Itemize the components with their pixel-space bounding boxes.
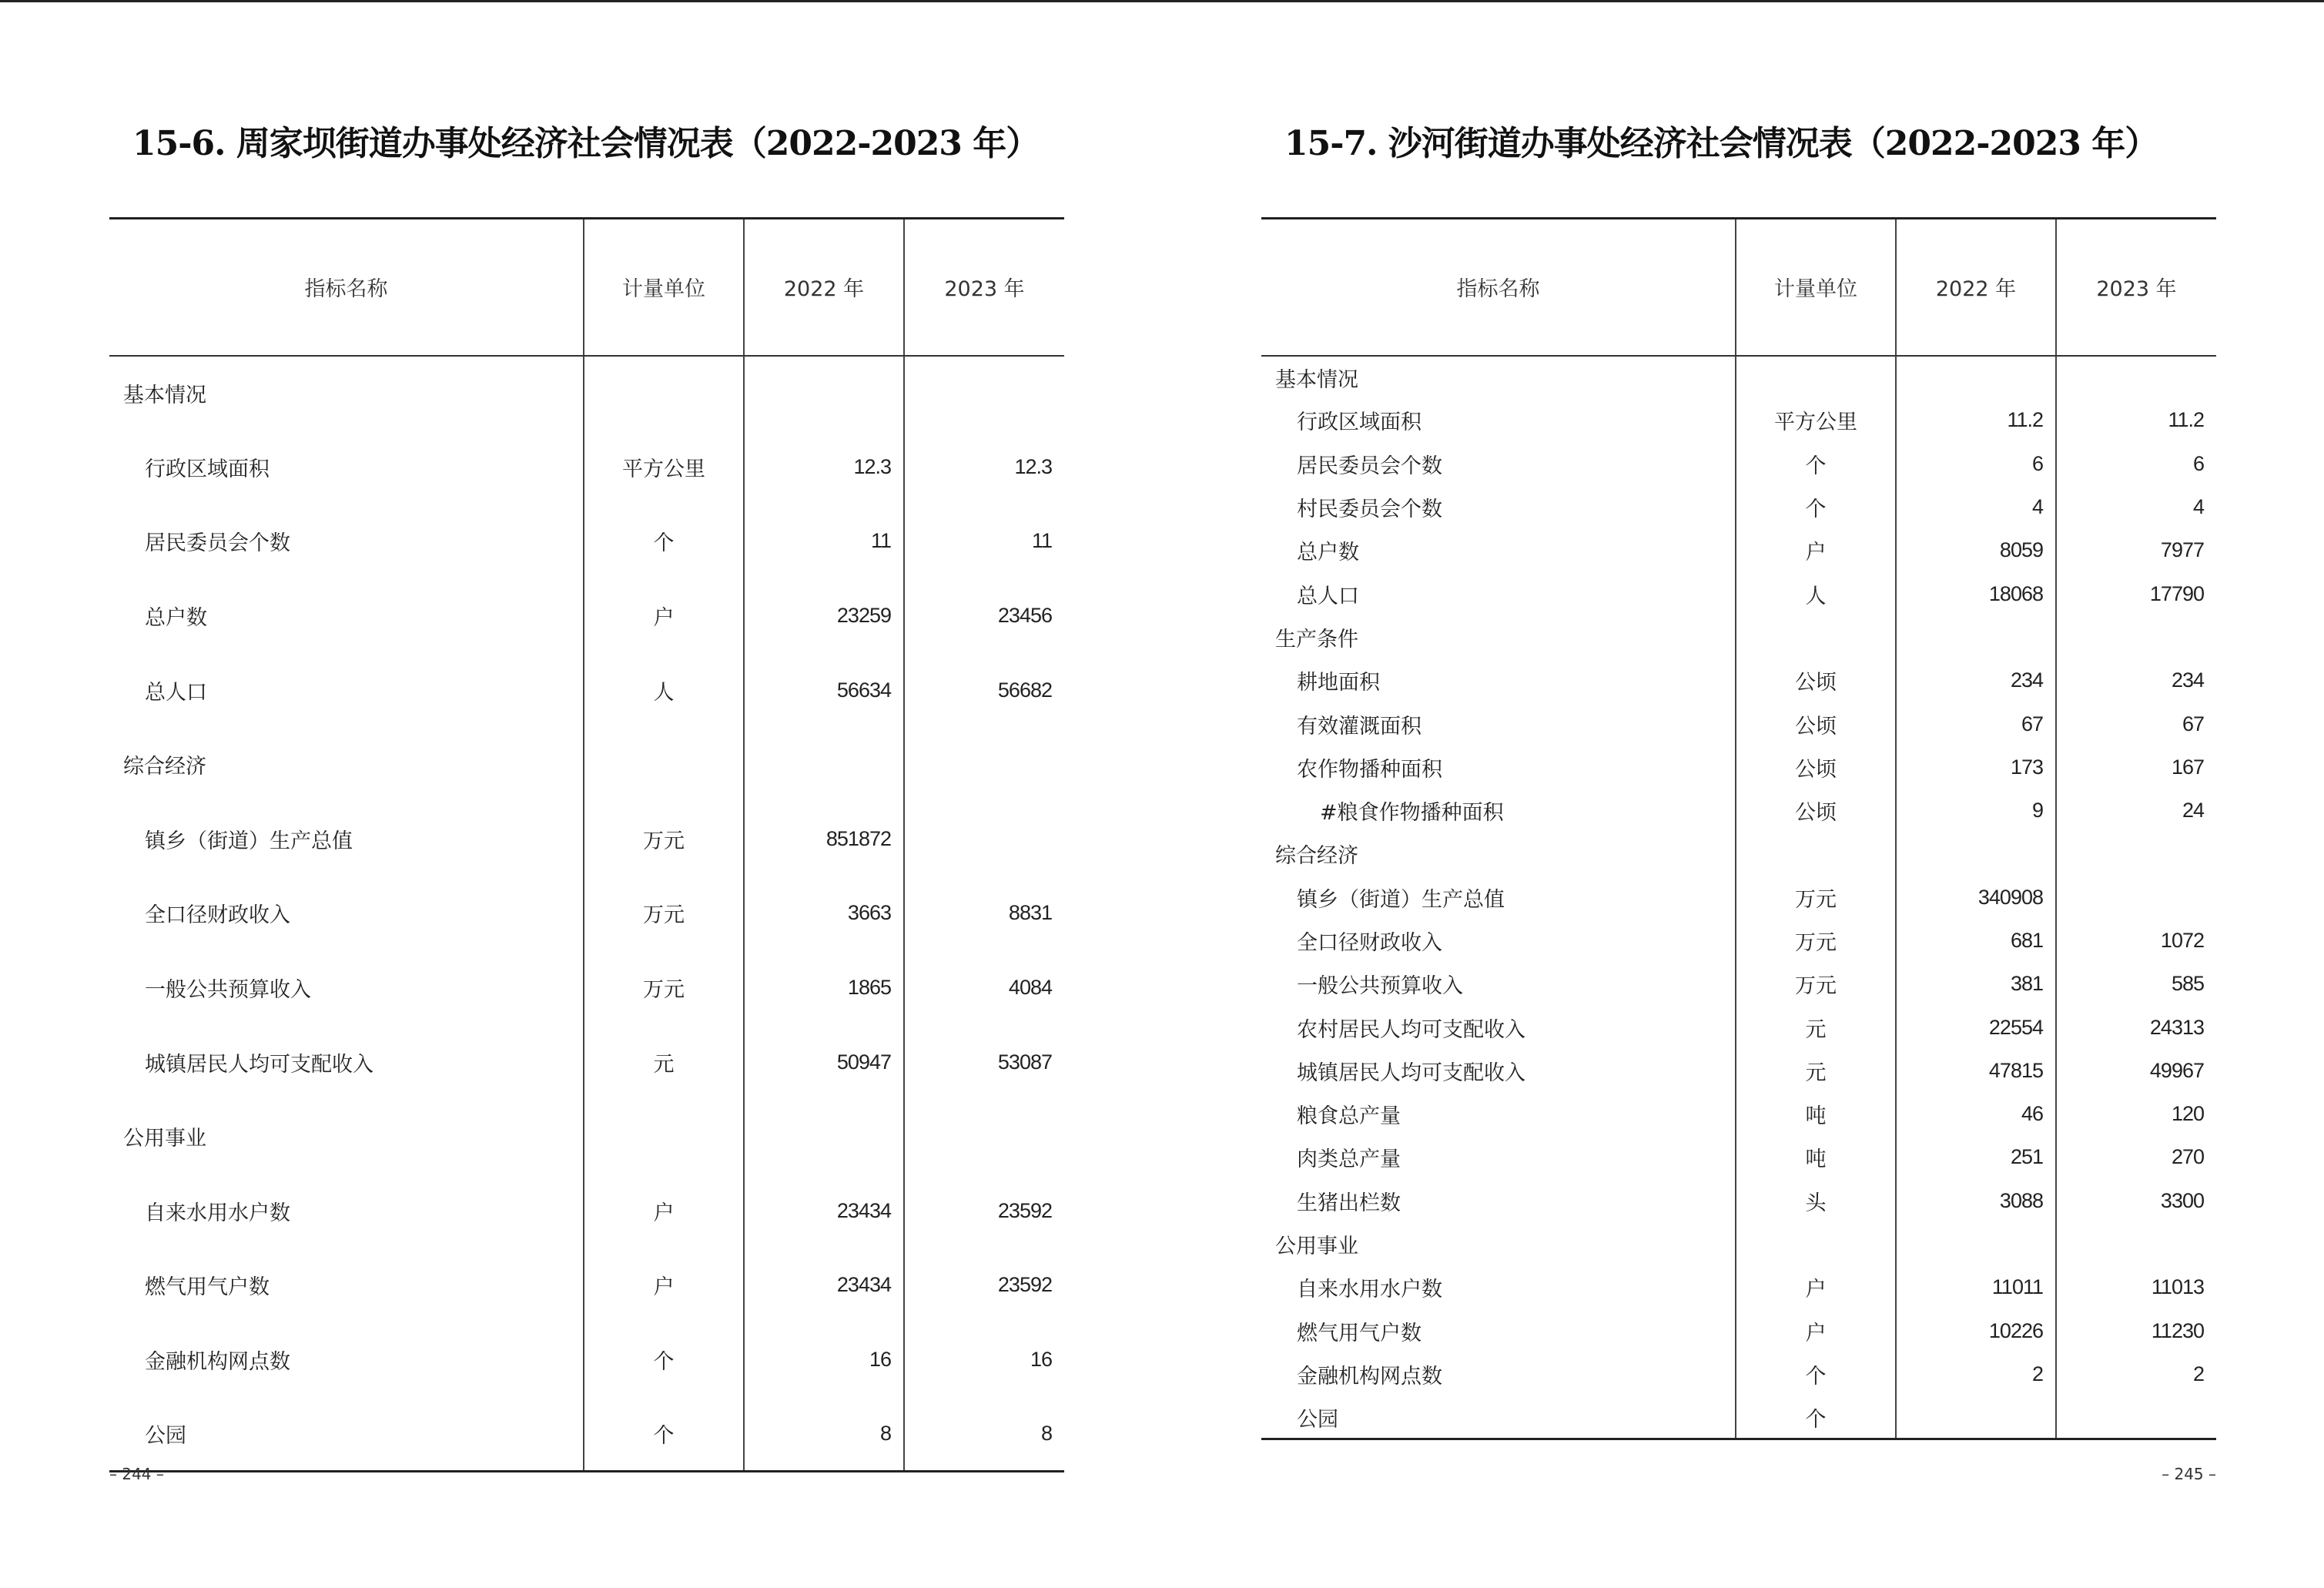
table-row [1261, 745, 2216, 789]
unit-cell: 万元 [584, 802, 744, 876]
table-row [1261, 1093, 2216, 1136]
indicator-name-cell: 镇乡（街道）生产总值 [145, 829, 353, 853]
value-2023-cell: 4084 [904, 950, 1064, 1025]
table-row [1261, 919, 2216, 962]
value-2022-cell: 1865 [744, 950, 904, 1025]
indicator-name-cell: 一般公共预算收入 [145, 978, 311, 1003]
unit-cell: 个 [584, 1397, 744, 1472]
value-2023-cell: 7977 [2056, 529, 2216, 572]
indicator-name-cell: 金融机构网点数 [145, 1350, 290, 1375]
table-row [1261, 876, 2216, 919]
value-2022-cell: 23434 [744, 1174, 904, 1248]
unit-cell: 元 [1736, 1049, 1896, 1092]
table-row [1261, 702, 2216, 745]
value-2023-cell: 585 [2056, 963, 2216, 1006]
table-section-row [109, 727, 1064, 802]
table-row [1261, 485, 2216, 528]
indicator-name-cell: 粮食总产量 [1297, 1104, 1401, 1129]
indicator-name-cell: 公用事业 [1275, 1235, 1358, 1259]
value-2022-cell: 9 [1896, 789, 2056, 832]
table-body [1261, 356, 2216, 1439]
unit-cell: 头 [1736, 1179, 1896, 1222]
value-2022-cell: 67 [1896, 702, 2056, 745]
table-section-row [1261, 356, 2216, 399]
table-header-row [109, 219, 1064, 356]
indicator-name-cell: 总户数 [145, 606, 207, 631]
table-row [109, 1397, 1064, 1472]
value-2022-cell: 56634 [744, 653, 904, 728]
value-2023-cell: 167 [2056, 745, 2216, 789]
value-2022-cell: 173 [1896, 745, 2056, 789]
value-2022-cell [1896, 615, 2056, 658]
value-2022-cell [1896, 356, 2056, 399]
value-2023-cell [2056, 356, 2216, 399]
table-row [109, 802, 1064, 876]
value-2023-cell: 67 [2056, 702, 2216, 745]
value-2023-cell [904, 727, 1064, 802]
value-2023-cell [2056, 1396, 2216, 1439]
value-2023-cell: 11230 [2056, 1309, 2216, 1352]
header-year-2022: 2022 年 [1896, 219, 2056, 356]
value-2022-cell [1896, 833, 2056, 876]
statistics-table [109, 217, 1064, 1472]
table-row [1261, 442, 2216, 485]
table-row [1261, 789, 2216, 832]
indicator-name-cell: 城镇居民人均可支配收入 [1297, 1060, 1525, 1085]
unit-cell [584, 1099, 744, 1174]
value-2023-cell: 23456 [904, 578, 1064, 653]
indicator-name-cell: 基本情况 [123, 383, 206, 407]
value-2023-cell: 11013 [2056, 1266, 2216, 1309]
value-2023-cell: 49967 [2056, 1049, 2216, 1092]
unit-cell: 户 [1736, 1309, 1896, 1352]
unit-cell: 公顷 [1736, 789, 1896, 832]
page-title: 15-7. 沙河街道办事处经济社会情况表（2022-2023 年） [1284, 124, 2158, 163]
value-2023-cell: 24313 [2056, 1006, 2216, 1049]
value-2023-cell: 23592 [904, 1248, 1064, 1323]
value-2022-cell: 11011 [1896, 1266, 2056, 1309]
indicator-name-cell: 综合经济 [1275, 844, 1358, 869]
unit-cell: 户 [1736, 529, 1896, 572]
table-row [1261, 1266, 2216, 1309]
value-2023-cell: 11 [904, 504, 1064, 579]
value-2022-cell: 50947 [744, 1025, 904, 1100]
table-row [1261, 1049, 2216, 1092]
value-2022-cell: 851872 [744, 802, 904, 876]
unit-cell [584, 727, 744, 802]
right-page [1261, 0, 2216, 1588]
table-row [1261, 1179, 2216, 1222]
indicator-name-cell: 总户数 [1297, 541, 1359, 565]
unit-cell [1736, 356, 1896, 399]
value-2022-cell: 16 [744, 1322, 904, 1397]
table-row [1261, 1309, 2216, 1352]
unit-cell: 万元 [1736, 876, 1896, 919]
table-row [1261, 1136, 2216, 1179]
value-2022-cell: 4 [1896, 485, 2056, 528]
page-title: 15-6. 周家坝街道办事处经济社会情况表（2022-2023 年） [132, 124, 1040, 163]
value-2023-cell: 2 [2056, 1352, 2216, 1395]
header-unit: 计量单位 [1736, 219, 1896, 356]
unit-cell: 万元 [584, 950, 744, 1025]
indicator-name-cell: 全口径财政收入 [1297, 931, 1442, 955]
value-2022-cell: 11 [744, 504, 904, 579]
value-2023-cell: 234 [2056, 659, 2216, 702]
indicator-name-cell: 燃气用气户数 [145, 1275, 270, 1300]
table-header-row [1261, 219, 2216, 356]
unit-cell [1736, 615, 1896, 658]
table-row [109, 1174, 1064, 1248]
indicator-name-cell: #粮食作物播种面积 [1320, 801, 1504, 826]
value-2023-cell: 16 [904, 1322, 1064, 1397]
unit-cell: 元 [584, 1025, 744, 1100]
table-row [1261, 529, 2216, 572]
table-row [1261, 659, 2216, 702]
unit-cell: 户 [1736, 1266, 1896, 1309]
value-2022-cell: 18068 [1896, 572, 2056, 615]
table-section-row [1261, 615, 2216, 658]
table-row [109, 504, 1064, 579]
table-row [109, 578, 1064, 653]
value-2022-cell: 12.3 [744, 430, 904, 504]
unit-cell: 户 [584, 1248, 744, 1323]
unit-cell: 户 [584, 1174, 744, 1248]
unit-cell [1736, 833, 1896, 876]
table-row [109, 950, 1064, 1025]
value-2022-cell: 8059 [1896, 529, 2056, 572]
indicator-name-cell: 农作物播种面积 [1297, 757, 1442, 782]
value-2022-cell: 2 [1896, 1352, 2056, 1395]
value-2023-cell: 8 [904, 1397, 1064, 1472]
unit-cell: 个 [1736, 442, 1896, 485]
indicator-name-cell: 居民委员会个数 [1297, 454, 1442, 478]
table-row [1261, 1396, 2216, 1439]
indicator-name-cell: 综合经济 [123, 755, 206, 779]
table-section-row [109, 1099, 1064, 1174]
value-2022-cell [744, 727, 904, 802]
unit-cell: 平方公里 [1736, 399, 1896, 442]
unit-cell: 公顷 [1736, 702, 1896, 745]
value-2023-cell: 56682 [904, 653, 1064, 728]
value-2022-cell: 8 [744, 1397, 904, 1472]
value-2023-cell: 270 [2056, 1136, 2216, 1179]
header-unit: 计量单位 [584, 219, 744, 356]
value-2023-cell: 8831 [904, 876, 1064, 951]
indicator-name-cell: 村民委员会个数 [1297, 498, 1442, 522]
table-row [109, 1248, 1064, 1323]
left-page [109, 0, 1064, 1588]
value-2022-cell: 3663 [744, 876, 904, 951]
indicator-name-cell: 自来水用水户数 [145, 1201, 290, 1225]
value-2022-cell: 22554 [1896, 1006, 2056, 1049]
indicator-name-cell: 行政区域面积 [145, 457, 270, 481]
page-number: – 244 – [109, 1465, 164, 1483]
indicator-name-cell: 公用事业 [123, 1127, 206, 1151]
header-indicator-name: 指标名称 [109, 219, 584, 356]
value-2022-cell: 23259 [744, 578, 904, 653]
value-2022-cell [1896, 1222, 2056, 1265]
indicator-name-cell: 全口径财政收入 [145, 903, 290, 928]
indicator-name-cell: 居民委员会个数 [145, 531, 290, 556]
indicator-name-cell: 基本情况 [1275, 367, 1358, 392]
unit-cell: 人 [584, 653, 744, 728]
unit-cell: 吨 [1736, 1093, 1896, 1136]
indicator-name-cell: 公园 [1261, 1396, 1736, 1439]
indicator-name-cell: 镇乡（街道）生产总值 [1297, 887, 1505, 912]
value-2023-cell [904, 802, 1064, 876]
statistics-table [1261, 217, 2216, 1440]
unit-cell: 吨 [1736, 1136, 1896, 1179]
value-2022-cell: 3088 [1896, 1179, 2056, 1222]
table-section-row [1261, 1222, 2216, 1265]
header-year-2023: 2023 年 [904, 219, 1064, 356]
value-2022-cell: 23434 [744, 1248, 904, 1323]
unit-cell: 个 [1736, 485, 1896, 528]
value-2023-cell [2056, 833, 2216, 876]
table-row [1261, 1006, 2216, 1049]
indicator-name-cell: 耕地面积 [1297, 671, 1380, 695]
indicator-name-cell: 有效灌溉面积 [1297, 714, 1422, 739]
header-year-2022: 2022 年 [744, 219, 904, 356]
value-2023-cell: 17790 [2056, 572, 2216, 615]
indicator-name-cell: 公园 [109, 1397, 584, 1472]
value-2023-cell: 6 [2056, 442, 2216, 485]
value-2022-cell: 251 [1896, 1136, 2056, 1179]
page-number: – 245 – [2162, 1465, 2216, 1483]
unit-cell: 平方公里 [584, 430, 744, 504]
unit-cell: 万元 [584, 876, 744, 951]
indicator-name-cell: 一般公共预算收入 [1297, 974, 1463, 999]
unit-cell: 万元 [1736, 919, 1896, 962]
value-2023-cell: 120 [2056, 1093, 2216, 1136]
table-section-row [1261, 833, 2216, 876]
header-indicator-name: 指标名称 [1261, 219, 1736, 356]
value-2023-cell: 11.2 [2056, 399, 2216, 442]
indicator-name-cell: 生猪出栏数 [1297, 1191, 1401, 1215]
value-2023-cell: 23592 [904, 1174, 1064, 1248]
table-row [109, 430, 1064, 504]
value-2022-cell: 47815 [1896, 1049, 2056, 1092]
header-year-2023: 2023 年 [2056, 219, 2216, 356]
table-row [109, 1025, 1064, 1100]
unit-cell: 个 [584, 1322, 744, 1397]
unit-cell: 个 [1736, 1396, 1896, 1439]
unit-cell: 元 [1736, 1006, 1896, 1049]
value-2023-cell: 12.3 [904, 430, 1064, 504]
value-2022-cell: 11.2 [1896, 399, 2056, 442]
unit-cell [1736, 1222, 1896, 1265]
table-row [1261, 399, 2216, 442]
table-row [109, 653, 1064, 728]
value-2022-cell: 381 [1896, 963, 2056, 1006]
value-2023-cell: 3300 [2056, 1179, 2216, 1222]
unit-cell: 个 [584, 504, 744, 579]
value-2022-cell: 6 [1896, 442, 2056, 485]
value-2023-cell [2056, 615, 2216, 658]
table-row [1261, 572, 2216, 615]
indicator-name-cell: 金融机构网点数 [1297, 1364, 1442, 1389]
value-2023-cell: 4 [2056, 485, 2216, 528]
value-2022-cell: 46 [1896, 1093, 2056, 1136]
indicator-name-cell: 自来水用水户数 [1297, 1278, 1442, 1302]
unit-cell: 户 [584, 578, 744, 653]
unit-cell: 公顷 [1736, 745, 1896, 789]
value-2023-cell: 53087 [904, 1025, 1064, 1100]
indicator-name-cell: 城镇居民人均可支配收入 [145, 1052, 373, 1077]
indicator-name-cell: 燃气用气户数 [1297, 1321, 1422, 1345]
table-section-row [109, 356, 1064, 431]
indicator-name-cell: 总人口 [145, 680, 207, 705]
value-2022-cell: 340908 [1896, 876, 2056, 919]
table-body [109, 356, 1064, 1472]
value-2022-cell: 681 [1896, 919, 2056, 962]
value-2022-cell: 234 [1896, 659, 2056, 702]
value-2022-cell [744, 1099, 904, 1174]
value-2023-cell [904, 356, 1064, 431]
indicator-name-cell: 行政区域面积 [1297, 410, 1422, 435]
table-row [109, 1322, 1064, 1397]
value-2023-cell: 1072 [2056, 919, 2216, 962]
table-row [1261, 963, 2216, 1006]
unit-cell: 人 [1736, 572, 1896, 615]
indicator-name-cell: 生产条件 [1275, 627, 1358, 652]
value-2023-cell [904, 1099, 1064, 1174]
value-2022-cell: 10226 [1896, 1309, 2056, 1352]
value-2023-cell: 24 [2056, 789, 2216, 832]
unit-cell: 公顷 [1736, 659, 1896, 702]
table-row [1261, 1352, 2216, 1395]
indicator-name-cell: 总人口 [1297, 584, 1359, 608]
value-2022-cell [744, 356, 904, 431]
unit-cell [584, 356, 744, 431]
value-2022-cell [1896, 1396, 2056, 1439]
unit-cell: 万元 [1736, 963, 1896, 1006]
indicator-name-cell: 肉类总产量 [1297, 1147, 1401, 1172]
indicator-name-cell: 农村居民人均可支配收入 [1297, 1017, 1525, 1042]
value-2023-cell [2056, 1222, 2216, 1265]
value-2023-cell [2056, 876, 2216, 919]
unit-cell: 个 [1736, 1352, 1896, 1395]
table-row [109, 876, 1064, 951]
